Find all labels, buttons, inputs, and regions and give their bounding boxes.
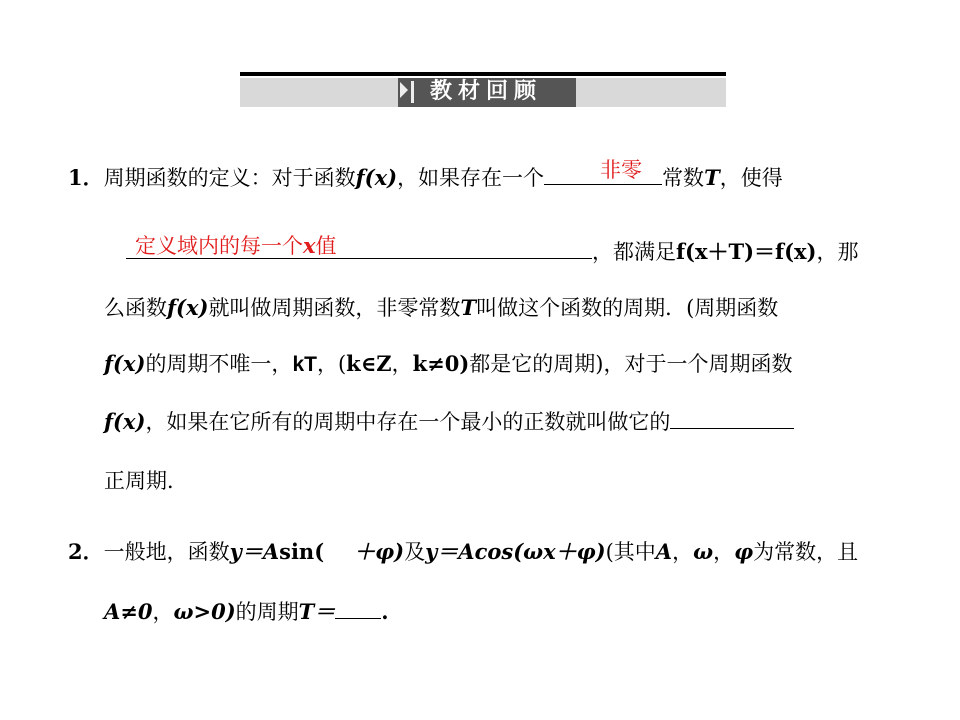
math-omega-positive: ω>0) [173,599,236,624]
answer-1: 非零 [600,158,642,182]
answer-2 [135,233,337,259]
item2-line2 [104,596,389,627]
text: 及 [404,540,426,564]
answer-text: 值 [315,234,337,258]
banner-top-rule [240,72,726,76]
blank-3 [670,406,794,429]
blank-4 [335,596,381,619]
item1-line5 [104,406,794,437]
text: ，( [316,352,347,376]
item1-line3 [104,293,778,323]
item1-number: 1． [68,165,104,190]
item1-line6 [104,466,188,496]
math-sin: sin( [279,539,325,564]
text: 么函数 [104,296,167,320]
item2-line1 [68,537,858,567]
text: . [381,599,389,624]
text: ，如果存在一个 [397,166,545,190]
text: ， [391,352,413,376]
math-A-nonzero: A≠0 [104,599,153,624]
answer-text: 定义域内的每一个 [135,234,303,258]
text: 周期函数的定义：对于函数 [103,166,356,190]
math-y-A: y＝A [229,539,280,564]
text: 的周期 [235,600,299,624]
text: 就叫做周期函数，非零常数 [208,296,461,320]
text: 一般地，函数 [103,540,230,564]
text: 的周期不唯一， [145,352,293,376]
answer-x: x [303,233,316,258]
text: ，如果在它所有的周期中存在一个最小的正数就叫做它的 [145,410,671,434]
item1-line1 [68,162,783,193]
text: ， [672,540,694,564]
math-y-A: y＝A [425,539,475,564]
math-A: A [655,539,673,564]
banner-divider-bar [411,81,414,103]
text: ，使得 [719,166,783,190]
math-phi: ＋φ) [354,539,405,564]
item1-line4 [104,349,793,380]
math-fx: f(x) [104,351,146,376]
math-kT: kT [292,353,317,376]
text: (其中 [605,540,656,564]
math-T: T [704,165,720,190]
item2-number: 2． [68,539,104,564]
text: 叫做这个函数的周期．( [476,296,695,320]
math-T-eq: T＝ [298,599,336,624]
section-banner [240,72,726,108]
math-equation: f(x＋T)＝f(x) [676,239,817,264]
math-phi: φ [734,539,754,564]
math-k-in-Z: k∈Z [346,351,392,376]
math-fx: f(x) [355,165,398,190]
text: 常数 [662,166,705,190]
text: ， [152,600,174,624]
text: ， [713,540,735,564]
text: 为常数，且 [753,540,859,564]
banner-title: 教材回顾 [430,79,543,104]
text: 周期函数 [694,296,779,320]
text: 都是它的周期)，对于一个周期函数 [469,352,793,376]
text: 正周期． [104,469,188,493]
math-fx: f(x) [104,409,146,434]
text: ，都满足 [592,240,676,264]
math-cos: cos(ωx＋φ) [474,539,606,564]
math-omega: ω [693,539,714,564]
play-arrow-icon [400,82,408,98]
math-T: T [460,295,477,320]
math-fx: f(x) [167,295,209,320]
text: ，那 [816,240,859,264]
math-k-nonzero: k≠0) [412,351,470,376]
